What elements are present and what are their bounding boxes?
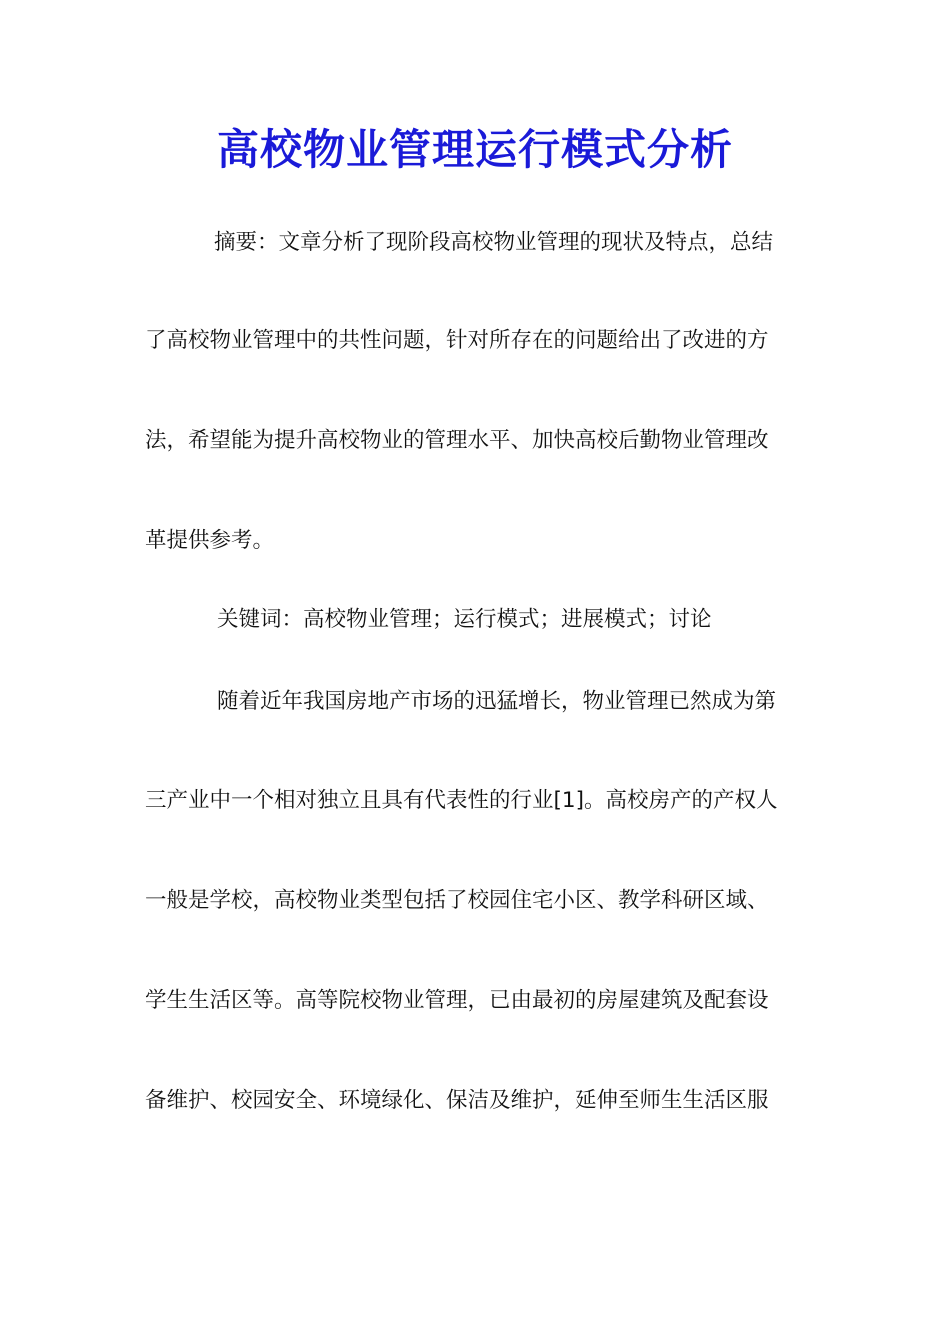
abstract-line-1: 摘要：文章分析了现阶段高校物业管理的现状及特点，总结 [214,230,774,255]
body-line-2: 三产业中一个相对独立且具有代表性的行业[1]。高校房产的产权人 [145,788,778,813]
document-title: 高校物业管理运行模式分析 [216,125,733,174]
abstract-line-2: 了高校物业管理中的共性问题，针对所存在的问题给出了改进的方 [145,328,769,353]
body-line-5: 备维护、校园安全、环境绿化、保洁及维护，延伸至师生生活区服 [145,1088,769,1113]
body-line-4: 学生生活区等。高等院校物业管理，已由最初的房屋建筑及配套设 [145,988,769,1013]
keywords-line: 关键词：高校物业管理；运行模式；进展模式；讨论 [217,607,712,632]
abstract-line-4: 革提供参考。 [145,528,275,553]
abstract-line-3: 法，希望能为提升高校物业的管理水平、加快高校后勤物业管理改 [145,428,769,453]
body-line-1: 随着近年我国房地产市场的迅猛增长，物业管理已然成为第 [217,689,777,714]
body-line-3: 一般是学校，高校物业类型包括了校园住宅小区、教学科研区域、 [145,888,769,913]
